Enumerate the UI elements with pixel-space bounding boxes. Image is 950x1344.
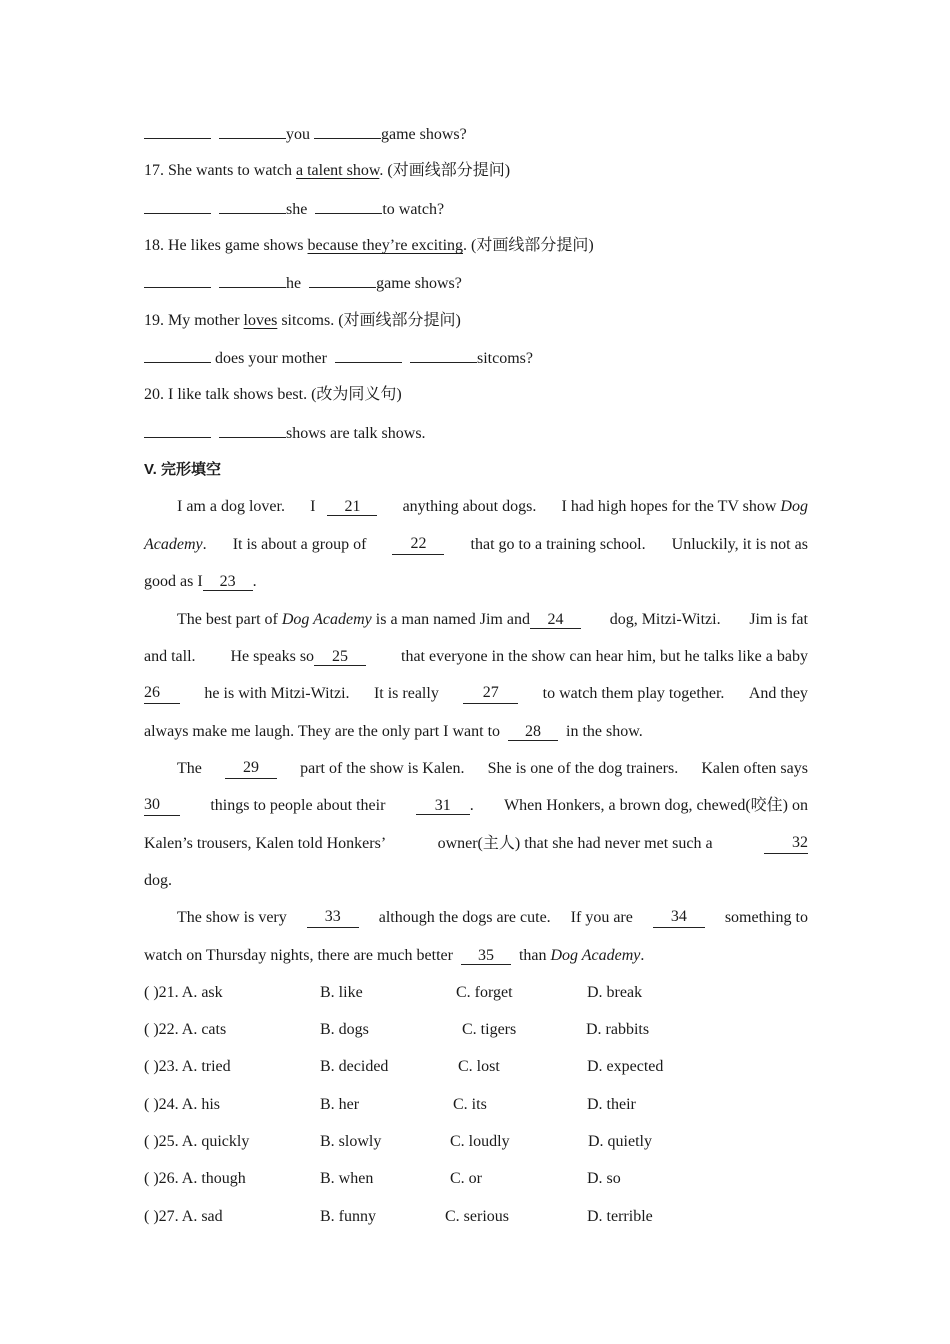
option-stem[interactable]: ( )27. A. sad xyxy=(144,1208,223,1225)
text: to watch them play together. xyxy=(542,685,725,702)
text: part of the show is Kalen. xyxy=(300,760,465,777)
option-b[interactable]: B. when xyxy=(320,1170,374,1187)
answer-blank[interactable] xyxy=(335,348,402,363)
option-stem[interactable]: ( )26. A. though xyxy=(144,1170,246,1187)
show-title: Academy xyxy=(144,536,203,553)
option-c[interactable]: C. its xyxy=(453,1096,487,1113)
option-b[interactable]: B. funny xyxy=(320,1208,376,1225)
text: than xyxy=(518,947,547,964)
blank-21[interactable]: 21 xyxy=(327,498,377,516)
text: something to xyxy=(724,909,808,926)
blank-29[interactable]: 29 xyxy=(225,759,277,779)
answer-text: she xyxy=(286,201,308,218)
cloze-line: dog. xyxy=(144,872,172,889)
cloze-line xyxy=(144,684,808,704)
underlined-phrase: loves xyxy=(243,312,278,329)
answer-blank[interactable] xyxy=(219,124,286,139)
cloze-line xyxy=(144,610,808,630)
answer-text: to watch? xyxy=(382,201,445,218)
cloze-line xyxy=(144,535,808,555)
text: is a man named Jim and xyxy=(371,611,530,628)
blank-28[interactable]: 28 xyxy=(508,723,558,741)
text: The best part of xyxy=(177,611,282,628)
text-group xyxy=(310,497,377,517)
text: . xyxy=(469,797,474,814)
text: that go to a training school. xyxy=(470,536,646,553)
option-c[interactable]: C. tigers xyxy=(462,1021,517,1038)
answer-text: game shows? xyxy=(381,126,467,143)
question-number: 18. xyxy=(144,237,168,254)
text: Unluckily, it is not as xyxy=(671,536,808,553)
question-instruction: sitcoms. (对画线部分提问) xyxy=(277,312,461,329)
question-18 xyxy=(144,236,594,256)
cloze-line xyxy=(144,647,808,667)
answer-text: game shows? xyxy=(376,275,462,292)
blank-27[interactable]: 27 xyxy=(463,684,518,704)
text: he is with Mitzi-Witzi. xyxy=(204,685,350,702)
answer-text: does your mother xyxy=(211,350,327,367)
text: watch on Thursday nights, there are much better xyxy=(144,947,453,964)
option-c[interactable]: C. loudly xyxy=(450,1133,510,1150)
blank-31[interactable]: 31 xyxy=(416,797,470,815)
question-text: He likes game shows xyxy=(168,237,308,254)
text: The show is very xyxy=(177,909,287,926)
option-d[interactable]: D. break xyxy=(587,984,643,1001)
q20-answer-line xyxy=(144,423,426,444)
option-c[interactable]: C. serious xyxy=(445,1208,509,1225)
option-b[interactable]: B. slowly xyxy=(320,1133,382,1150)
q17-answer-line xyxy=(144,199,444,220)
answer-blank[interactable] xyxy=(314,124,381,139)
question-20: 20. I like talk shows best. (改为同义句) xyxy=(144,386,402,403)
q18-answer-line xyxy=(144,273,462,294)
option-d[interactable]: D. their xyxy=(587,1096,636,1113)
option-d[interactable]: D. quietly xyxy=(588,1133,652,1150)
question-number: 19. xyxy=(144,312,168,329)
blank-26[interactable]: 26 xyxy=(144,684,180,704)
option-b[interactable]: B. her xyxy=(320,1096,360,1113)
text-group xyxy=(177,610,581,630)
answer-text: sitcoms? xyxy=(476,350,533,367)
answer-blank[interactable] xyxy=(219,423,286,438)
blank-30[interactable]: 30 xyxy=(144,796,180,816)
cloze-line xyxy=(144,834,808,854)
q16-answer-line xyxy=(144,124,467,145)
text: I xyxy=(310,498,316,515)
text: always make me laugh. They are the only part I want to xyxy=(144,723,501,740)
text: Kalen’s trousers, Kalen told Honkers’ xyxy=(144,835,387,852)
text: Jim is fat xyxy=(749,611,808,628)
text: The xyxy=(177,760,202,777)
blank-24[interactable]: 24 xyxy=(530,611,581,629)
text: although the dogs are cute. xyxy=(378,909,551,926)
text: If you are xyxy=(570,909,633,926)
cloze-line xyxy=(144,497,808,517)
answer-blank[interactable] xyxy=(144,423,211,438)
option-d[interactable]: D. rabbits xyxy=(586,1021,650,1038)
cloze-line xyxy=(144,908,808,928)
text: He speaks so xyxy=(230,648,315,665)
answer-text: you xyxy=(286,126,310,143)
blank-32[interactable]: 32 xyxy=(764,834,808,854)
option-stem[interactable]: ( )23. A. tried xyxy=(144,1058,231,1075)
underlined-phrase: because they’re exciting xyxy=(307,237,464,254)
cloze-line xyxy=(144,722,643,742)
blank-22[interactable]: 22 xyxy=(392,535,444,555)
text-group xyxy=(231,647,367,667)
text: dog, Mitzi-Witzi. xyxy=(609,611,721,628)
cloze-line xyxy=(144,946,644,966)
text: anything about dogs. xyxy=(402,498,537,515)
text: and tall. xyxy=(144,648,196,665)
option-stem[interactable]: ( )21. A. ask xyxy=(144,984,223,1001)
answer-text: he xyxy=(286,275,302,292)
text: in the show. xyxy=(566,723,643,740)
option-c[interactable]: C. forget xyxy=(456,984,513,1001)
answer-blank[interactable] xyxy=(219,273,286,288)
question-17 xyxy=(144,161,510,181)
blank-34[interactable]: 34 xyxy=(653,908,705,928)
answer-text: shows are talk shows. xyxy=(286,425,426,442)
question-number: 17. xyxy=(144,162,168,179)
answer-blank[interactable] xyxy=(144,348,211,363)
answer-blank[interactable] xyxy=(144,199,211,214)
underlined-phrase: a talent show xyxy=(295,162,380,179)
text: . xyxy=(640,947,645,964)
text: . xyxy=(252,573,257,590)
text: It is really xyxy=(373,685,439,702)
option-b[interactable]: B. decided xyxy=(320,1058,389,1075)
question-instruction: . (对画线部分提问) xyxy=(379,162,511,179)
question-19 xyxy=(144,311,461,331)
text: owner(主人) that she had never met such a xyxy=(437,835,713,852)
cloze-line xyxy=(144,572,257,592)
section-heading: V. 完形填空 xyxy=(144,461,221,478)
q19-answer-line xyxy=(144,348,533,369)
option-c[interactable]: C. lost xyxy=(458,1058,500,1075)
text: that everyone in the show can hear him, but he talks like a baby xyxy=(401,648,808,665)
show-title: Dog xyxy=(780,498,808,515)
text: It is about a group of xyxy=(232,536,367,553)
cloze-line xyxy=(144,759,808,779)
question-instruction: . (对画线部分提问) xyxy=(463,237,594,254)
text-group xyxy=(561,497,808,517)
option-b[interactable]: B. dogs xyxy=(320,1021,369,1038)
option-d[interactable]: D. expected xyxy=(587,1058,664,1075)
text: She is one of the dog trainers. xyxy=(487,760,679,777)
text-group xyxy=(144,535,207,555)
option-stem[interactable]: ( )24. A. his xyxy=(144,1096,220,1113)
answer-blank[interactable] xyxy=(315,199,382,214)
text: things to people about their xyxy=(210,797,386,814)
blank-23[interactable]: 23 xyxy=(203,573,253,591)
option-d[interactable]: D. terrible xyxy=(587,1208,653,1225)
option-d[interactable]: D. so xyxy=(587,1170,621,1187)
text: And they xyxy=(748,685,808,702)
show-title: Dog Academy xyxy=(281,611,372,628)
question-text: She wants to watch xyxy=(168,162,296,179)
text: . xyxy=(202,536,207,553)
show-title: Dog Academy xyxy=(550,947,641,964)
text: I am a dog lover. xyxy=(177,498,285,515)
blank-25[interactable]: 25 xyxy=(314,648,366,666)
answer-blank[interactable] xyxy=(144,124,211,139)
answer-blank[interactable] xyxy=(410,348,477,363)
text: When Honkers, a brown dog, chewed(咬住) on xyxy=(504,797,808,814)
option-b[interactable]: B. like xyxy=(320,984,363,1001)
blank-33[interactable]: 33 xyxy=(307,908,359,928)
question-text: My mother xyxy=(168,312,244,329)
text: good as I xyxy=(144,573,203,590)
text-group xyxy=(416,796,474,816)
answer-blank[interactable] xyxy=(144,273,211,288)
answer-blank[interactable] xyxy=(219,199,286,214)
blank-35[interactable]: 35 xyxy=(461,947,511,965)
text: Kalen often says xyxy=(701,760,808,777)
option-c[interactable]: C. or xyxy=(450,1170,482,1187)
option-stem[interactable]: ( )22. A. cats xyxy=(144,1021,227,1038)
answer-blank[interactable] xyxy=(309,273,376,288)
option-stem[interactable]: ( )25. A. quickly xyxy=(144,1133,250,1150)
cloze-line xyxy=(144,796,808,816)
text: I had high hopes for the TV show xyxy=(561,498,777,515)
